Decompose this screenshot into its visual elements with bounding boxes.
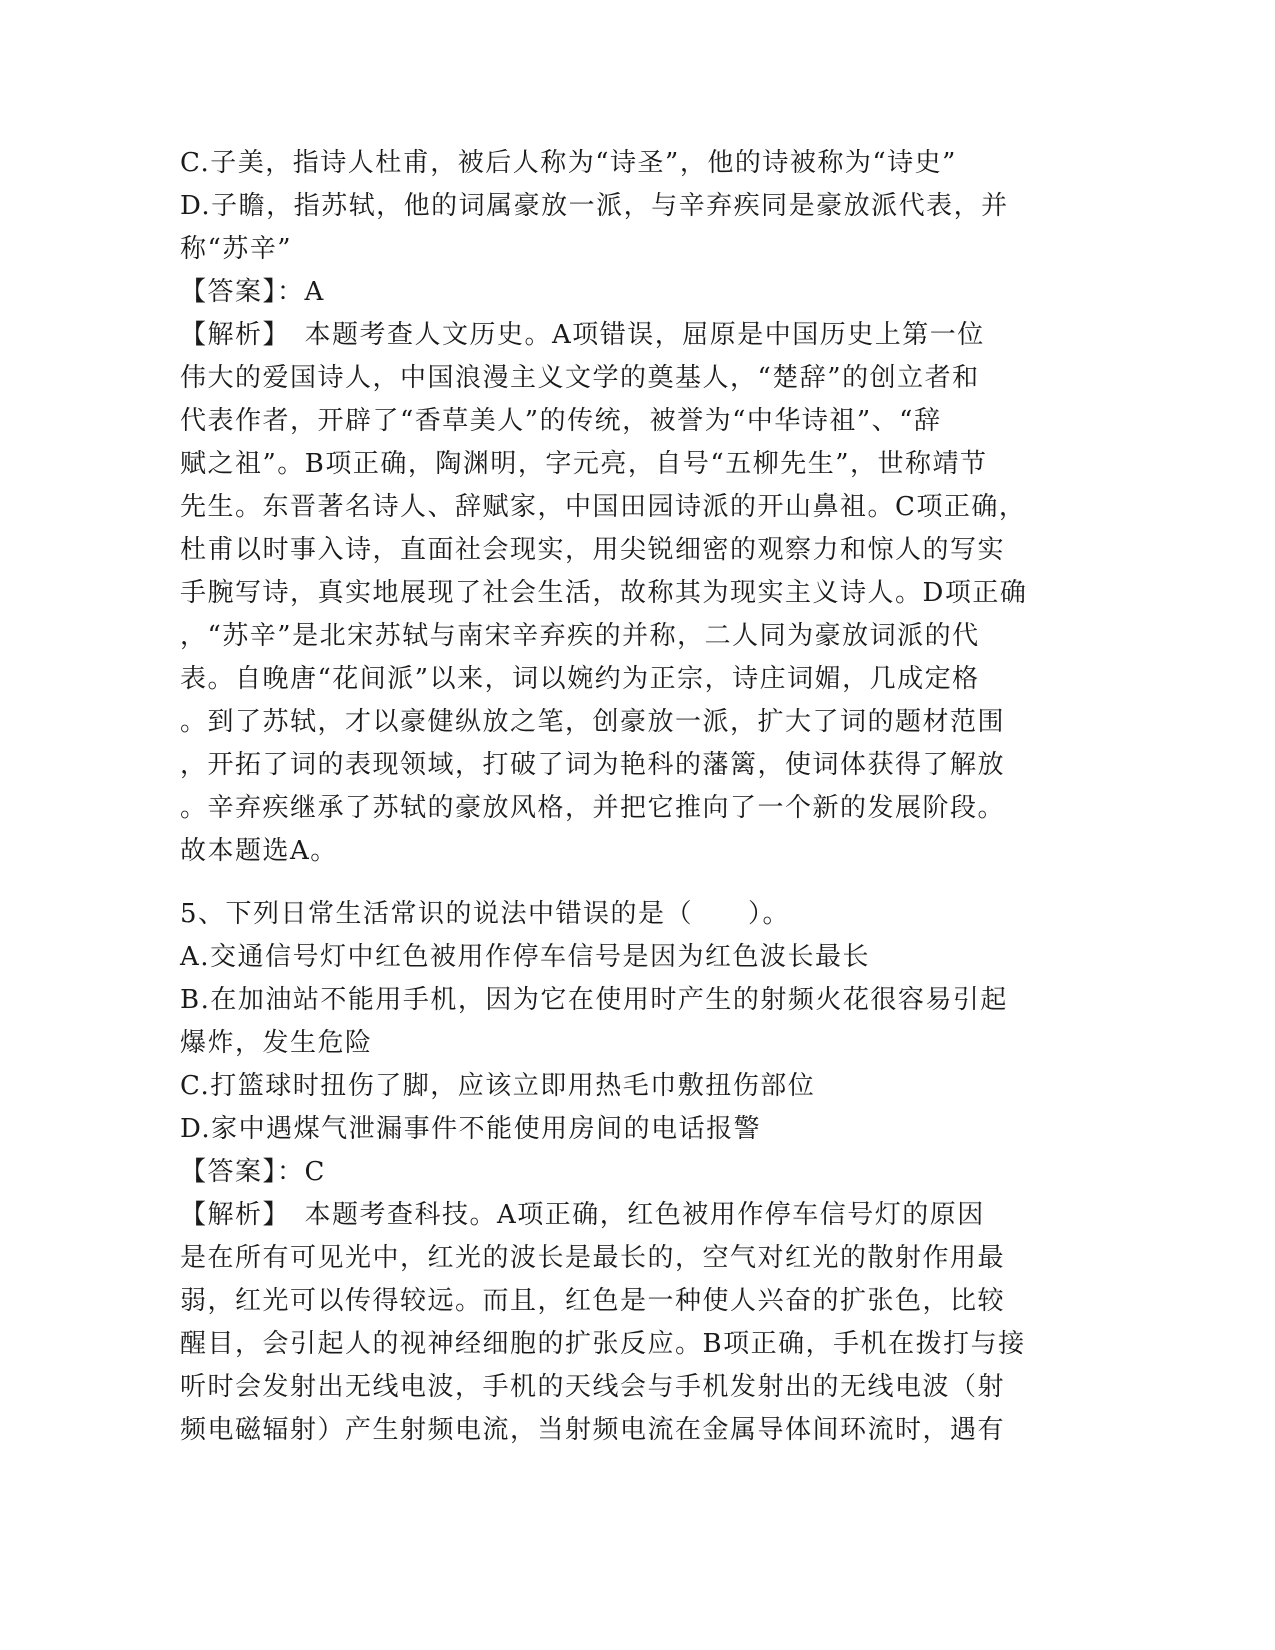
- analysis-line: 杜甫以时事入诗，直面社会现实，用尖锐细密的观察力和惊人的写实: [180, 535, 1006, 565]
- answer-line: 【答案】：A: [180, 277, 325, 307]
- question-5: [180, 893, 1040, 1452]
- analysis-line: 代表作者，开辟了“香草美人”的传统，被誉为“中华诗祖”、“辞: [180, 406, 942, 436]
- analysis-line: ，开拓了词的表现领域，打破了词为艳科的藩篱，使词体获得了解放: [180, 750, 1006, 780]
- analysis-line: 先生。东晋著名诗人、辞赋家，中国田园诗派的开山鼻祖。C项正确，: [180, 492, 1027, 522]
- analysis-line: 是在所有可见光中，红光的波长是最长的，空气对红光的散射作用最: [180, 1243, 1006, 1273]
- question-4-continuation: [180, 142, 1040, 873]
- answer-line: 【答案】：C: [180, 1157, 326, 1187]
- analysis-line: 【解析】 本题考查人文历史。A项错误，屈原是中国历史上第一位: [180, 320, 985, 350]
- analysis-line: 弱，红光可以传得较远。而且，红色是一种使人兴奋的扩张色，比较: [180, 1286, 1006, 1316]
- analysis-line: 频电磁辐射）产生射频电流，当射频电流在金属导体间环流时，遇有: [180, 1415, 1006, 1445]
- analysis-line: 醒目，会引起人的视神经细胞的扩张反应。B项正确，手机在拨打与接: [180, 1329, 1026, 1359]
- option-c-line: C.子美，指诗人杜甫，被后人称为“诗圣”，他的诗被称为“诗史”: [180, 148, 957, 178]
- analysis-line: 赋之祖”。B项正确，陶渊明，字元亮，自号“五柳先生”，世称靖节: [180, 449, 988, 479]
- option-c-line: C.打篮球时扭伤了脚，应该立即用热毛巾敷扭伤部位: [180, 1071, 816, 1101]
- analysis-line: 【解析】 本题考查科技。A项正确，红色被用作停车信号灯的原因: [180, 1200, 985, 1230]
- option-d-line: D.子瞻，指苏轼，他的词属豪放一派，与辛弃疾同是豪放派代表，并: [180, 191, 1009, 221]
- analysis-line: 手腕写诗，真实地展现了社会生活，故称其为现实主义诗人。D项正确: [180, 578, 1028, 608]
- analysis-line: 。辛弃疾继承了苏轼的豪放风格，并把它推向了一个新的发展阶段。: [180, 793, 1006, 823]
- analysis-conclusion: 故本题选A。: [180, 836, 338, 866]
- option-b-line: B.在加油站不能用手机，因为它在使用时产生的射频火花很容易引起: [180, 985, 1008, 1015]
- option-a-line: A.交通信号灯中红色被用作停车信号是因为红色波长最长: [180, 942, 871, 972]
- document-page: [180, 142, 1040, 1452]
- option-b-line-cont: 爆炸，发生危险: [180, 1028, 373, 1058]
- analysis-line: 听时会发射出无线电波，手机的天线会与手机发射出的无线电波（射: [180, 1372, 1006, 1402]
- question-stem: 5、下列日常生活常识的说法中错误的是（ ）。: [180, 899, 791, 929]
- analysis-line: ，“苏辛”是北宋苏轼与南宋辛弃疾的并称，二人同为豪放词派的代: [180, 621, 980, 651]
- analysis-line: 伟大的爱国诗人，中国浪漫主义文学的奠基人，“楚辞”的创立者和: [180, 363, 980, 393]
- analysis-line: 表。自晚唐“花间派”以来，词以婉约为正宗，诗庄词媚，几成定格: [180, 664, 980, 694]
- analysis-line: 。到了苏轼，才以豪健纵放之笔，创豪放一派，扩大了词的题材范围: [180, 707, 1006, 737]
- option-d-line-cont: 称“苏辛”: [180, 234, 293, 264]
- section-gap: [180, 873, 1040, 893]
- option-d-line: D.家中遇煤气泄漏事件不能使用房间的电话报警: [180, 1114, 762, 1144]
